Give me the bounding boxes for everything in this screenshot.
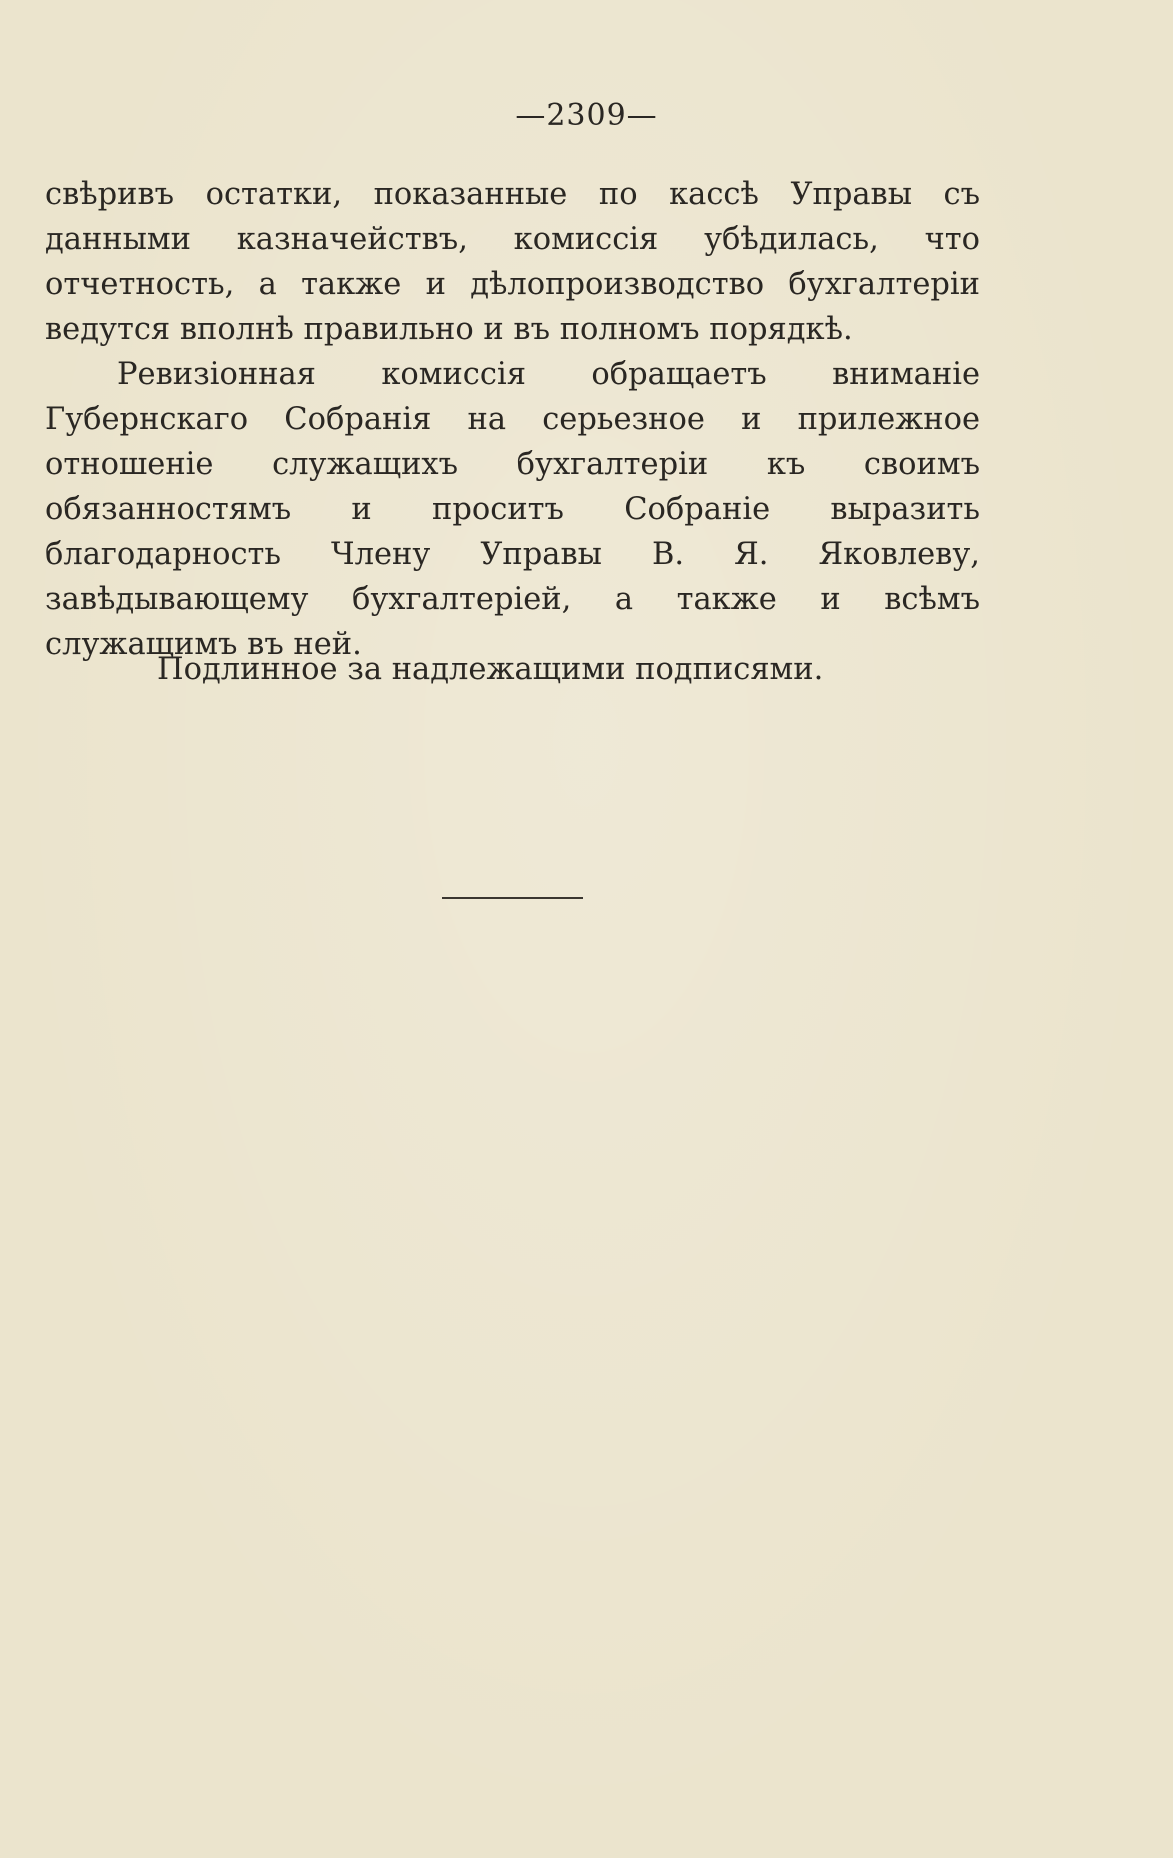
paragraph-1: свѣривъ остатки, показанные по кассѣ Управы съ данными казначействъ, комиссія убѣдилась, что отчетность, а также и дѣлопроизводство бухгалтеріи ведутся вполнѣ правильно и въ полномъ порядкѣ. bbox=[45, 177, 980, 347]
paragraph-2: Ревизіонная комиссія обращаетъ вниманіе Губернскаго Собранія на серьезное и прилежное отношеніе служащихъ бухгалтеріи къ своимъ обязанностямъ и проситъ Собраніе выразить благодарность Члену Управы В. Я. Яковлеву, завѣдывающему бухгалтеріей, а также и всѣмъ служащимъ въ ней. bbox=[45, 357, 980, 662]
page-number: —2309— bbox=[515, 98, 658, 133]
section-divider bbox=[442, 897, 583, 899]
body-text bbox=[45, 172, 980, 667]
closing-line: Подлинное за надлежащими подписями. bbox=[157, 652, 824, 687]
